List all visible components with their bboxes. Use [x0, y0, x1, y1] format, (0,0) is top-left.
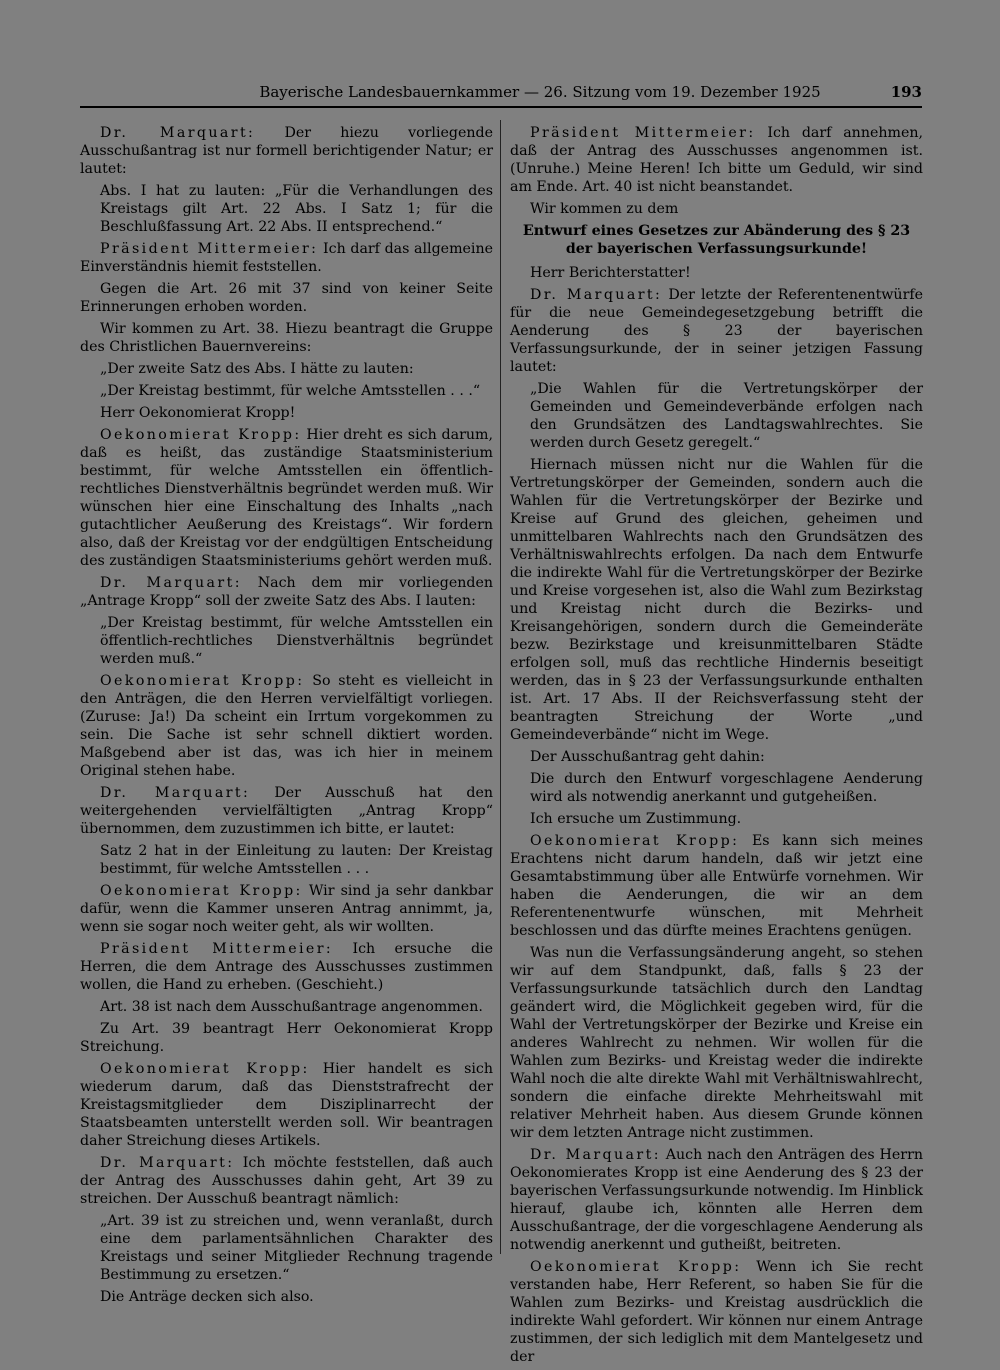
paragraph-text: Wenn ich Sie recht verstanden habe, Herr Referent, so haben Sie für die Wahlen zum Bezirks- und Kreistag ausdrücklich die indirekte Wahl gefordert. Wir können nur einem Antrage zustimmen, der sich lediglich mit dem Mantelgesetz und der [510, 1259, 923, 1365]
paragraph-text: Es kann sich meines Erachtens nicht darum handeln, daß wir jetzt eine Gesamtabstimmung über alle Entwürfe vornehmen. Wir haben die Aenderungen, die wir an dem Referentenentwurfe wünschen, mit Mehrheit beschlossen und das dürfte meines Erachtens genügen. [510, 833, 923, 939]
speaker-name: Präsident Mittermeier: [100, 241, 319, 257]
paragraph-text: Der hiezu vorliegende Ausschußantrag ist nur formell berichtigender Natur; er lautet: [80, 125, 494, 177]
speaker-name: Präsident Mittermeier: [100, 941, 334, 957]
speaker-name: Dr. Marquart: [100, 1155, 235, 1171]
speaker-name: Oekonomierat Kropp: [100, 427, 302, 443]
paragraph-text: Der Ausschußantrag geht dahin: [530, 749, 765, 765]
speaker-name: Oekonomierat Kropp: [100, 883, 303, 899]
speech-paragraph [510, 1258, 923, 1366]
paragraph-text: Was nun die Verfassungsänderung angeht, so stehen wir auf dem Standpunkt, daß, falls § 23 der Verfassungsurkunde tatsächlich durch den Landtag geändert wird, die Möglichkeit gegeben wird, für die Wahl der Vertretungskörper der Bezirke und Kreise ein anderes Wahlrecht zu nehmen. Wir wollen für die Wahlen zum Bezirks- und Kreistag weder die indirekte Wahl noch die alte direkte Wahl mit Verhältniswahlrecht, sondern die einfache direkte Mehrheitswahl mit relativer Mehrheit haben. Aus diesem Grunde können wir dem letzten Antrage nicht zustimmen. [510, 945, 923, 1141]
section-heading: Entwurf eines Gesetzes zur Abänderung des § 23 der bayerischen Verfassungsurkunde! [522, 223, 911, 257]
speech-paragraph [80, 882, 493, 936]
paragraph-text: Gegen die Art. 26 mit 37 sind von keiner Seite Erinnerungen erhoben worden. [80, 281, 493, 315]
quoted-text: „Der Kreistag bestimmt, für welche Amtsstellen ein öffentlich-rechtliches Dienstverhältnis begründet werden muß.“ [100, 615, 493, 667]
speaker-name: Oekonomierat Kropp: [530, 833, 740, 849]
paragraph [510, 200, 923, 218]
paragraph [510, 944, 923, 1142]
paragraph-text: Art. 38 ist nach dem Ausschußantrage angenommen. [100, 999, 483, 1015]
paragraph [510, 748, 923, 766]
speech-paragraph [510, 286, 923, 376]
quoted-text: Abs. I hat zu lauten: „Für die Verhandlungen des Kreistags gilt Art. 22 Abs. I Satz 1; für die Beschlußfassung Art. 22 Abs. II entsprechend.“ [100, 183, 493, 235]
paragraph [80, 1288, 493, 1306]
paragraph-text: Ich ersuche die Herren, die dem Antrage des Ausschusses zustimmen wollen, die Hand zu erheben. (Geschieht.) [80, 941, 493, 993]
paragraph [510, 264, 923, 282]
paragraph [80, 998, 493, 1016]
paragraph-text: Die Anträge decken sich also. [100, 1289, 314, 1305]
quoted-text: Satz 2 hat in der Einleitung zu lauten: Der Kreistag bestimmt, für welche Amtsstellen . . . [100, 843, 493, 877]
quoted-text: „Der zweite Satz des Abs. I hätte zu lauten: [100, 361, 414, 377]
paragraph-text: Hiernach müssen nicht nur die Wahlen für die Vertretungskörper der Gemeinden, sondern auch die Wahlen für die Vertretungskörper der Bezirke und Kreise auf Grund des gleichen, geheimen und unmittelbaren Wahlrechts nach den Grundsätzen des Verhältniswahlrechts erfolgen. Da nach dem Entwurfe die indirekte Wahl für die Vertretungskörper der Bezirke und Kreise vorgesehen ist, also die Wahl zum Bezirkstag und Kreistag nicht durch die Bezirks- und Kreisangehörigen, sondern durch die Gemeinderäte bezw. Bezirkstage und kreisunmittelbaren Städte erfolgen soll, muß das rechtliche Hindernis beseitigt werden, das in § 23 der Verfassungsurkunde enthalten ist. Art. 17 Abs. II der Reichsverfassung steht der beantragten Streichung der Worte „und Gemeindeverbände“ nicht im Wege. [510, 457, 923, 743]
speech-paragraph [510, 1146, 923, 1254]
paragraph [80, 320, 493, 356]
quoted-text: Die durch den Entwurf vorgeschlagene Aenderung wird als notwendig anerkannt und gutgeheißen. [530, 771, 923, 805]
right-column [510, 124, 923, 1370]
speech-paragraph [80, 940, 493, 994]
left-column [80, 124, 493, 1310]
paragraph-text: Ich ersuche um Zustimmung. [530, 811, 742, 827]
paragraph-text: Wir kommen zu Art. 38. Hiezu beantragt die Gruppe des Christlichen Bauernvereins: [80, 321, 493, 355]
speech-paragraph [80, 1060, 493, 1150]
running-title: Bayerische Landesbauernkammer — 26. Sitzung vom 19. Dezember 1925 [259, 83, 821, 101]
speaker-name: Oekonomierat Kropp: [530, 1259, 742, 1275]
page-number: 193 [890, 83, 922, 101]
column-divider [500, 120, 501, 1254]
paragraph-text: Hier handelt es sich wiederum darum, daß das Dienststrafrecht der Kreistagsmitglieder dem Disziplinarrecht der Staatsbeamten unterstellt werden soll. Wir beantragen daher Streichung dieses Artikels. [80, 1061, 493, 1149]
paragraph [80, 404, 493, 422]
speech-paragraph [80, 784, 493, 838]
paragraph-text: Auch nach den Anträgen des Herrn Oekonomierates Kropp ist eine Aenderung des § 23 der bayerischen Verfassungsurkunde notwendig. Im Hinblick hierauf, glaube ich, könnten alle Herren dem Ausschußantrage, der die vorgeschlagene Aenderung als notwendig anerkennt und gutheißt, beitreten. [510, 1147, 923, 1253]
speech-paragraph [80, 240, 493, 276]
speaker-name: Dr. Marquart: [530, 287, 663, 303]
quoted-text: „Der Kreistag bestimmt, für welche Amtsstellen . . .“ [100, 383, 481, 399]
paragraph-text: Herr Oekonomierat Kropp! [100, 405, 296, 421]
speech-paragraph [510, 832, 923, 940]
quoted-text: „Art. 39 ist zu streichen und, wenn veranlaßt, durch eine dem parlamentsähnlichen Charakter des Kreistags und seiner Mitglieder Rechnung tragende Bestimmung zu ersetzen.“ [100, 1213, 493, 1283]
paragraph-text: Nach dem mir vorliegenden „Antrage Kropp“ soll der zweite Satz des Abs. I lauten: [80, 575, 493, 609]
paragraph-text: Ich darf annehmen, daß der Antrag des Ausschusses angenommen ist. (Unruhe.) Meine Heren! Ich bitte um Geduld, wir sind am Ende. Art. 40 ist nicht beanstandet. [510, 125, 923, 195]
speech-paragraph [80, 1154, 493, 1208]
speech-paragraph [80, 672, 493, 780]
paragraph-text: Der Ausschuß hat den weitergehenden vervielfältigten „Antrag Kropp“ übernommen, dem zuzustimmen ich bitte, er lautet: [80, 785, 493, 837]
paragraph [510, 810, 923, 828]
speaker-name: Dr. Marquart: [100, 575, 242, 591]
paragraph [510, 456, 923, 744]
paragraph-text: Wir sind ja sehr dankbar dafür, wenn die Kammer unseren Antrag annimmt, ja, wenn sie sogar noch weiter geht, als wir wollten. [80, 883, 493, 935]
speaker-name: Oekonomierat Kropp: [100, 1061, 310, 1077]
paragraph-text: Hier dreht es sich darum, daß es heißt, das zuständige Staatsministerium bestimmt, für welche Amtsstellen ein öffentlich-rechtliches Dienstverhältnis begründet werden muß. Wir wünschen hier eine Einschaltung des Inhalts „nach gutachtlicher Aeußerung des Kreistags“. Wir fordern also, daß der Kreistag vor der endgültigen Entscheidung des zuständigen Staatsministeriums gehört werden muß. [80, 427, 493, 569]
paragraph-text: Der letzte der Referentenentwürfe für die neue Gemeindegesetzgebung betrifft die Aenderung des § 23 der bayerischen Verfassungsurkunde, der in seiner jetzigen Fassung lautet: [510, 287, 924, 375]
paragraph-text: Herr Berichterstatter! [530, 265, 691, 281]
paragraph-text: Zu Art. 39 beantragt Herr Oekonomierat Kropp Streichung. [80, 1021, 493, 1055]
speech-paragraph [80, 124, 493, 178]
speech-paragraph [80, 426, 493, 570]
paragraph [80, 280, 493, 316]
speech-paragraph [510, 124, 923, 196]
speaker-name: Dr. Marquart: [100, 785, 251, 801]
speaker-name: Dr. Marquart: [530, 1147, 661, 1163]
speaker-name: Oekonomierat Kropp: [100, 673, 305, 689]
speaker-name: Präsident Mittermeier: [530, 125, 756, 141]
page-header [80, 82, 922, 108]
quoted-text: „Die Wahlen für die Vertretungskörper der Gemeinden und Gemeindeverbände erfolgen nach den Grundsätzen des Landtagswahlrechtes. Sie werden durch Gesetz geregelt.“ [530, 381, 923, 451]
paragraph-text: Ich darf das allgemeine Einverständnis hiemit feststellen. [80, 241, 493, 275]
paragraph-text: Wir kommen zu dem [530, 201, 679, 217]
speaker-name: Dr. Marquart: [100, 125, 256, 141]
paragraph-text: So steht es vielleicht in den Anträgen, die den Herren vervielfältigt vorliegen. (Zuruse: Ja!) Da scheint ein Irrtum vorgekommen zu sein. Die Sache ist sehr schnell diktiert worden. Maßgebend aber ist das, was ich hier in meinem Original stehen habe. [80, 673, 493, 779]
paragraph-text: Ich möchte feststellen, daß auch der Antrag des Ausschusses dahin geht, Art 39 zu streichen. Der Ausschuß beantragt nämlich: [80, 1155, 494, 1207]
paragraph [80, 1020, 493, 1056]
speech-paragraph [80, 574, 493, 610]
